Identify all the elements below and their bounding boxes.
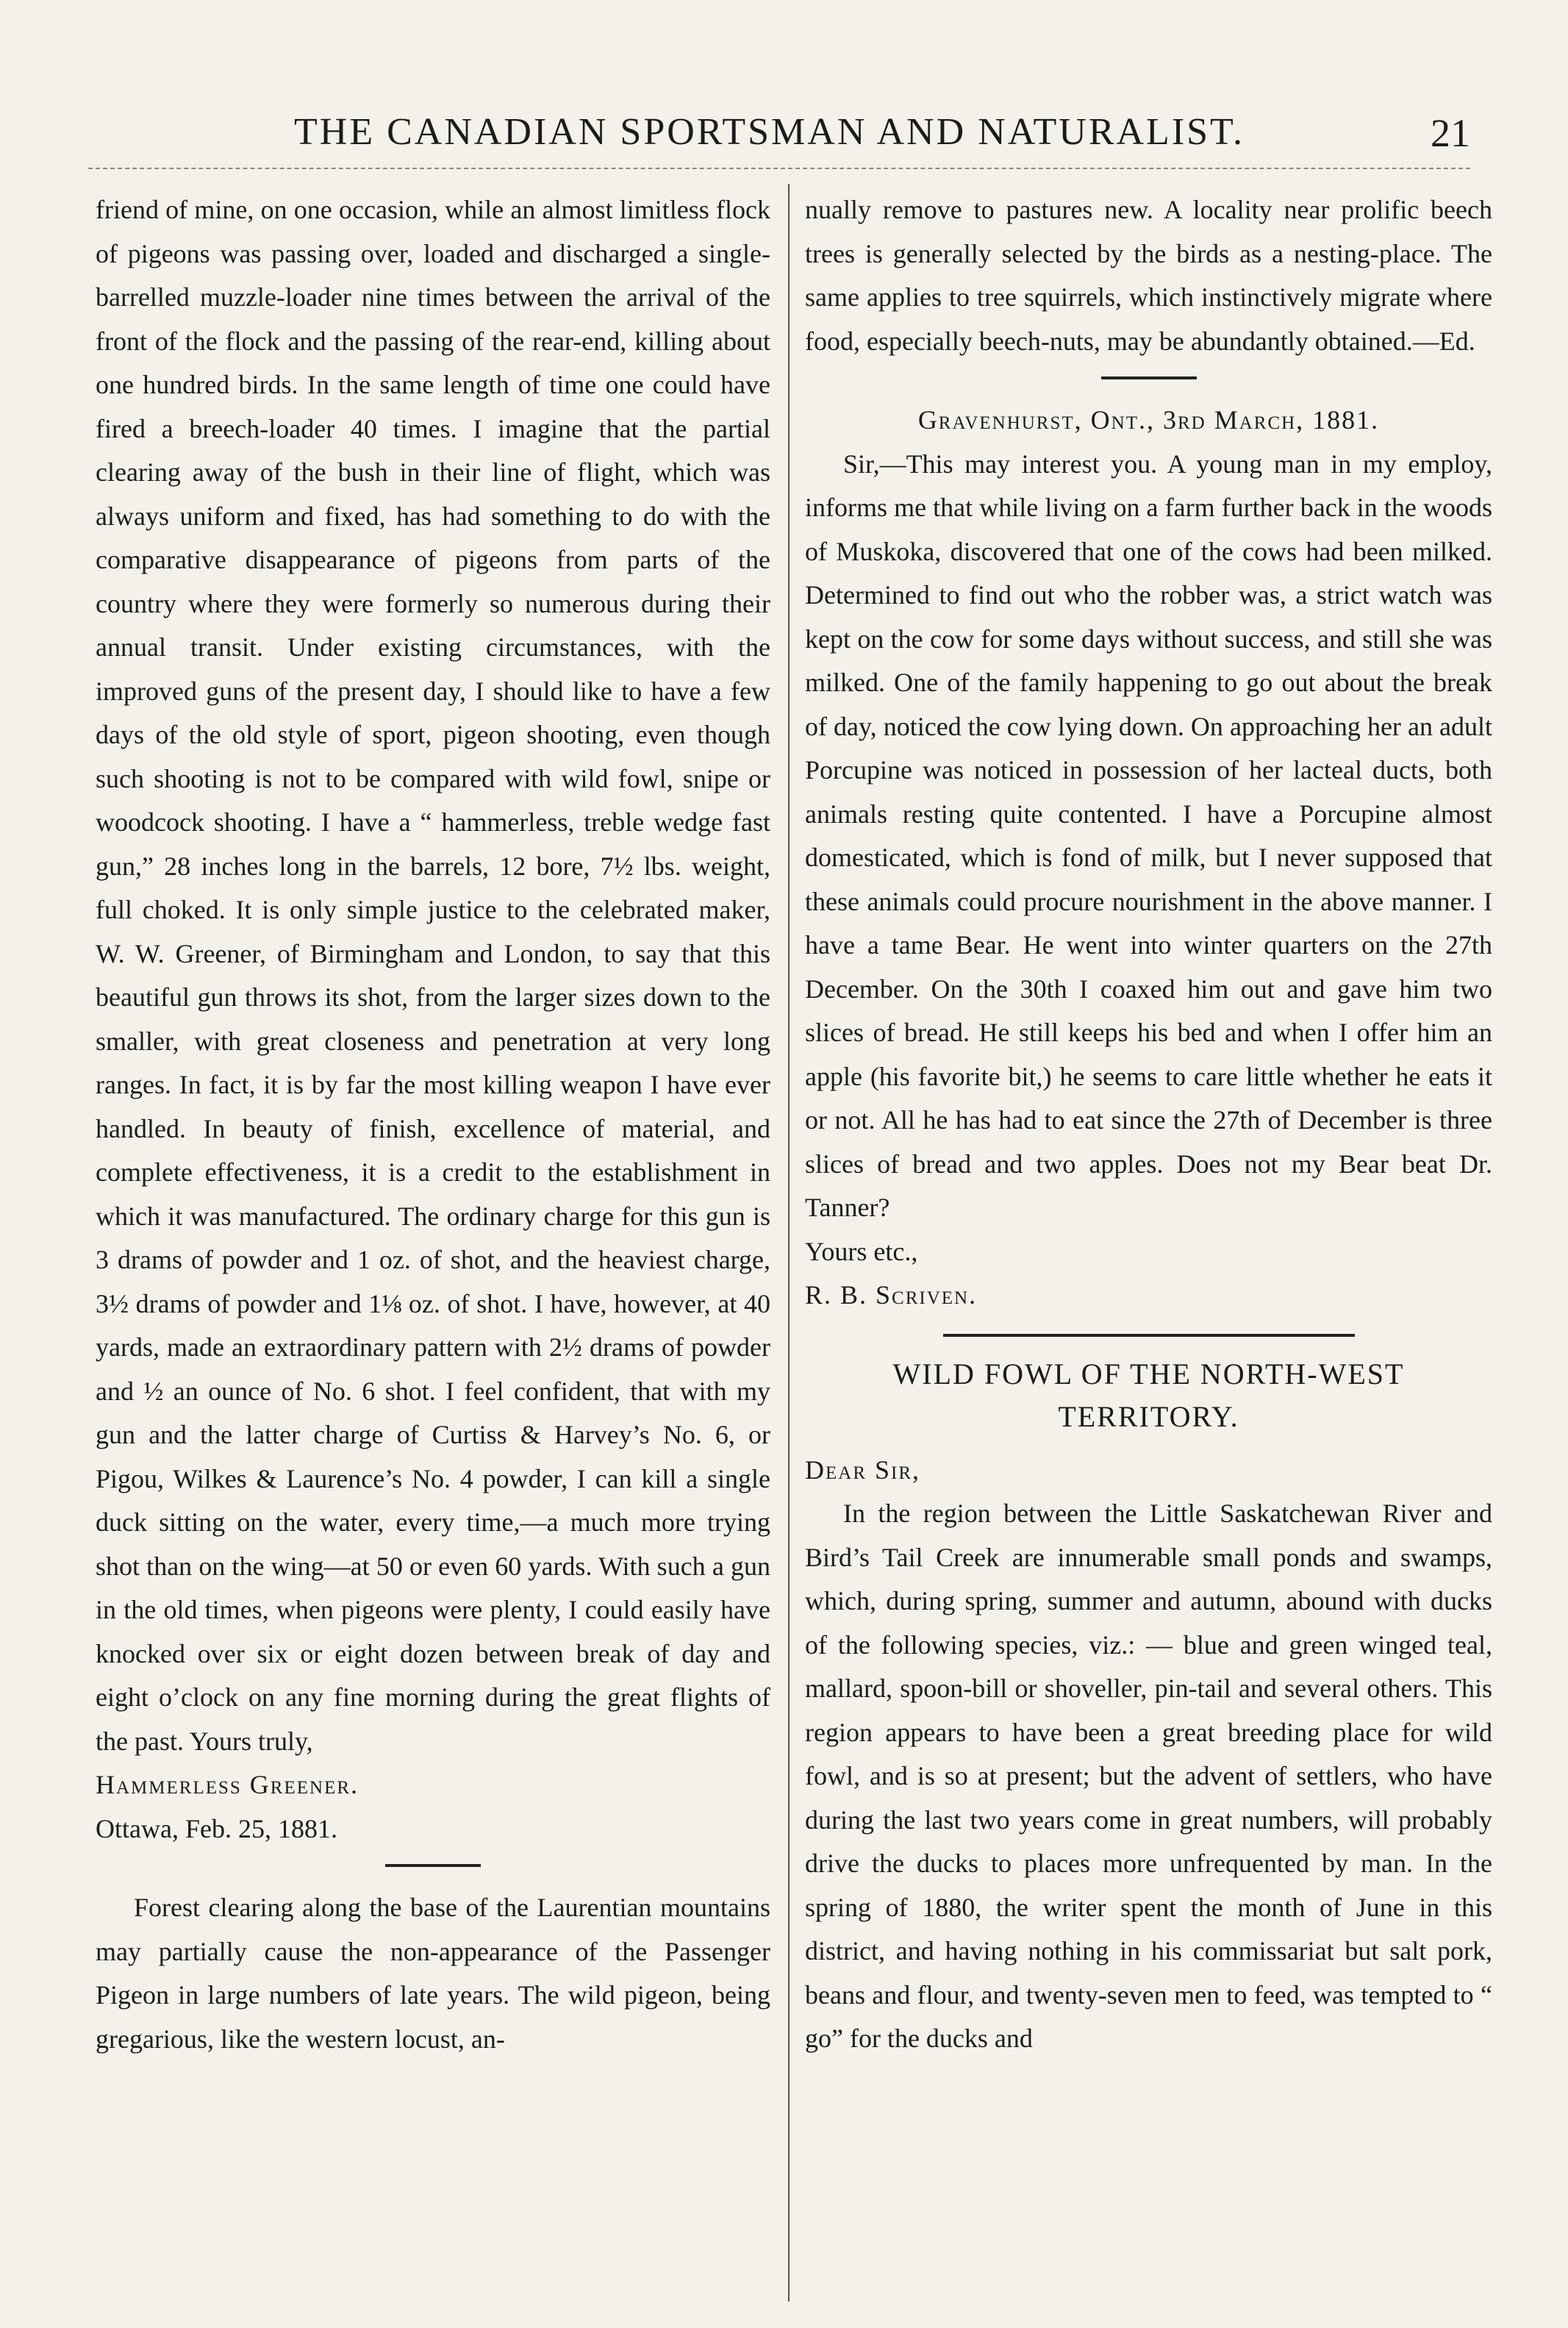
section-heading (805, 1353, 1492, 1438)
porcupine-letter-closing: Yours etc., (805, 1236, 918, 1266)
pigeon-letter-dateline: Ottawa, Feb. 25, 1881. (96, 1813, 337, 1843)
pigeon-letter-signature: Hammerless Greener. (96, 1770, 359, 1799)
pigeon-letter-body: friend of mine, on one occasion, while an almost limitless flock of pigeons was passing over, loaded and discharged a single-barrelled muzzle-loader nine times between the arrival of the front of the flock and the passing of the rear-end, killing about one hundred birds. In the same length of time one could have fired a breech-loader 40 times. I imagine that the partial clearing away of the bush in their line of flight, which was always uniform and fixed, has had something to do with the comparative disappearance of pigeons from parts of the country where they were formerly so numerous during their annual transit. Under existing circumstances, with the improved guns of the present day, I should like to have a few days of the old style of sport, pigeon shooting, even though such shooting is not to be compared with wild fowl, snipe or woodcock shooting. I have a “ hammerless, treble wedge fast gun,” 28 inches long in the barrels, 12 bore, 7½ lbs. weight, full choked. It is only simple justice to the celebrated maker, W. W. Greener, of Birmingham and London, to say that this beautiful gun throws its shot, from the larger sizes down to the smaller, with great closeness and penetration at very long ranges. In fact, it is by far the most killing weapon I have ever handled. In beauty of finish, excellence of material, and complete effectiveness, it is a credit to the establishment in which it was manufactured. The ordinary charge for this gun is 3 drams of powder and 1 oz. of shot, and the heaviest charge, 3½ drams of powder and 1⅛ oz. of shot. I have, however, at 40 yards, made an extraordinary pattern with 2½ drams of powder and ½ an ounce of No. 6 shot. I feel confident, that with my gun and the latter charge of Curtiss & Harvey’s No. 6, or Pigou, Wilkes & Laurence’s No. 4 powder, I can kill a single duck sitting on the water, every time,—a much more trying shot than on the wing—at 50 or even 60 yards. With such a gun in the old times, when pigeons were plenty, I could easily have knocked over six or eight dozen between break of day and eight o’clock on any fine morning during the great flights of the past. Yours truly, (96, 195, 770, 1756)
porcupine-letter-signature: R. B. Scriven. (805, 1280, 978, 1310)
wild-fowl-body: In the region between the Little Saskatchewan River and Bird’s Tail Creek are innumerable small ponds and swamps, which, during spring, summer and autumn, abound with ducks of the following species, viz.: — blue and green winged teal, mallard, spoon-bill or shoveller, pin-tail and several others. This region appears to have been a great breeding place for wild fowl, and is so at present; but the advent of settlers, who have during the last two years come in great numbers, will probably drive the ducks to places more unfrequented by man. In the spring of 1880, the writer spent the month of June in this district, and having nothing in his commissariat but salt pork, beans and flour, and twenty-seven men to feed, was tempted to “ go” for the ducks and (805, 1499, 1492, 2053)
section-rule (385, 1864, 481, 1867)
salutation: Dear Sir, (805, 1454, 921, 1485)
header-rule (88, 168, 1470, 169)
page-header (125, 110, 1470, 154)
section-rule (1101, 376, 1197, 379)
section-heading-line-2: TERRITORY. (1058, 1399, 1239, 1433)
running-head: THE CANADIAN SPORTSMAN AND NATURALIST. (294, 111, 1245, 153)
porcupine-letter-dateline: Gravenhurst, Ont., 3rd March, 1881. (917, 405, 1380, 435)
right-column (805, 188, 1492, 2061)
column-divider (788, 184, 790, 2302)
page-number: 21 (1431, 111, 1470, 155)
editor-note: Forest clearing along the base of the Laurentian mountains may partially cause the non-appearance of the Passenger Pigeon in large numbers of late years. The wild pigeon, being gregarious, like the western locust, an- (96, 1893, 770, 2054)
porcupine-letter-body: Sir,—This may interest you. A young man in my employ, informs me that while living on a farm further back in the woods of Muskoka, discovered that one of the cows had been milked. Determined to find out who the robber was, a strict watch was kept on the cow for some days without success, and still she was milked. One of the family happening to go out about the break of day, noticed the cow lying down. On approaching her an adult Porcupine was noticed in possession of her lacteal ducts, both animals resting quite contented. I have a Porcupine almost domesticated, which is fond of milk, but I never supposed that these animals could procure nourishment in the above manner. I have a tame Bear. He went into winter quarters on the 27th December. On the 30th I coaxed him out and gave him two slices of bread. He still keeps his bed and when I offer him an apple (his favorite bit,) he seems to care little whether he eats it or not. All he has had to eat since the 27th of December is three slices of bread and two apples. Does not my Bear beat Dr. Tanner? (805, 449, 1492, 1222)
left-column (96, 188, 770, 2061)
section-heading-line-1: WILD FOWL OF THE NORTH-WEST (892, 1357, 1405, 1390)
editor-note-continued: nually remove to pastures new. A locality near prolific beech trees is generally selected by the birds as a nesting-place. The same applies to tree squirrels, which instinctively migrate where food, especially beech-nuts, may be abundantly obtained.—Ed. (805, 195, 1492, 356)
section-rule (943, 1334, 1355, 1337)
